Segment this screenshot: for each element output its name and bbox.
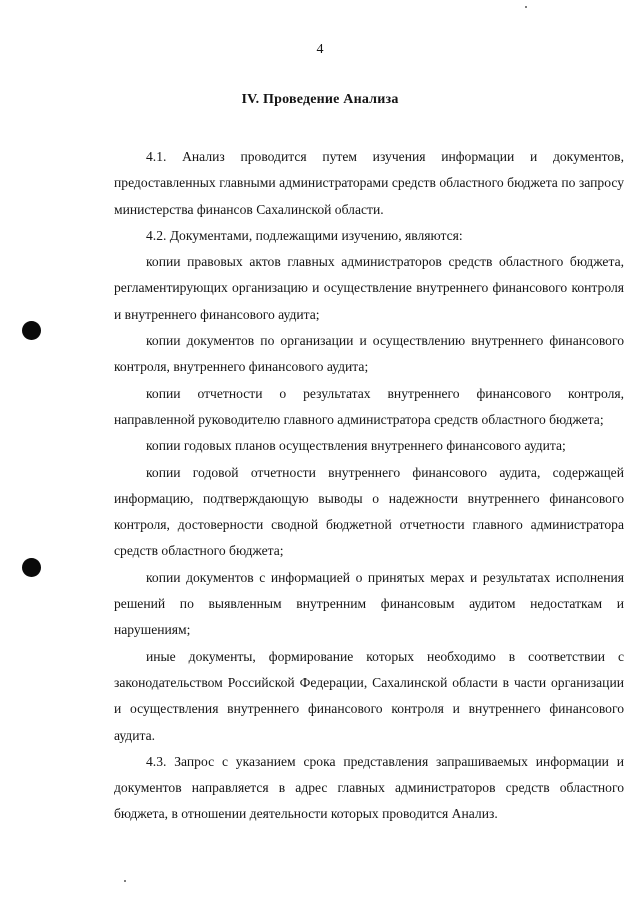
scan-speck [124, 880, 126, 882]
list-item-audit-reports: копии годовой отчетности внутреннего финансового аудита, содержащей информацию, подтверждающую выводы о надежности внутреннего финансового контроля, достоверности сводной бюджетной отчетности главного администратора средств областного бюджета; [114, 464, 624, 559]
list-item-other-docs: иные документы, формирование которых необходимо в соответствии с законодательством Российской Федерации, Сахалинской области в части организации и осуществления внутреннего финансового контроля и внутреннего финансового аудита. [114, 648, 624, 743]
punch-hole-mark [22, 321, 41, 340]
list-item-control-reports: копии отчетности о результатах внутреннего финансового контроля, направленной руководителю главного администратора средств областного бюджета; [114, 385, 624, 427]
list-item-measures-docs: копии документов с информацией о принятых мерах и результатах исполнения решений по выявленным внутренним финансовым аудитом недостаткам и нарушениям; [114, 569, 624, 638]
list-item-organization-docs: копии документов по организации и осуществлению внутреннего финансового контроля, внутреннего финансового аудита; [114, 333, 624, 375]
list-item-legal-acts: копии правовых актов главных администраторов средств областного бюджета, регламентирующих организацию и осуществление внутреннего финансового контроля и внутреннего финансового аудита; [114, 254, 624, 322]
list-item-audit-plans: копии годовых планов осуществления внутреннего финансового аудита; [146, 438, 566, 454]
page-number: 4 [316, 42, 324, 57]
punch-hole-mark [22, 558, 41, 577]
paragraph-4-2: 4.2. Документами, подлежащими изучению, являются: [146, 227, 463, 243]
paragraph-4-1: 4.1. Анализ проводится путем изучения информации и документов, предоставленных главными администраторами средств областного бюджета по запросу министерства финансов Сахалинской области. [114, 149, 624, 217]
document-body [114, 144, 624, 828]
paragraph-4-3: 4.3. Запрос с указанием срока представления запрашиваемых информации и документов направляется в адрес главных администраторов средств областного бюджета, в отношении деятельности которых проводится Анализ. [114, 753, 624, 822]
scan-speck [525, 6, 527, 8]
section-heading: IV. Проведение Анализа [241, 92, 399, 107]
